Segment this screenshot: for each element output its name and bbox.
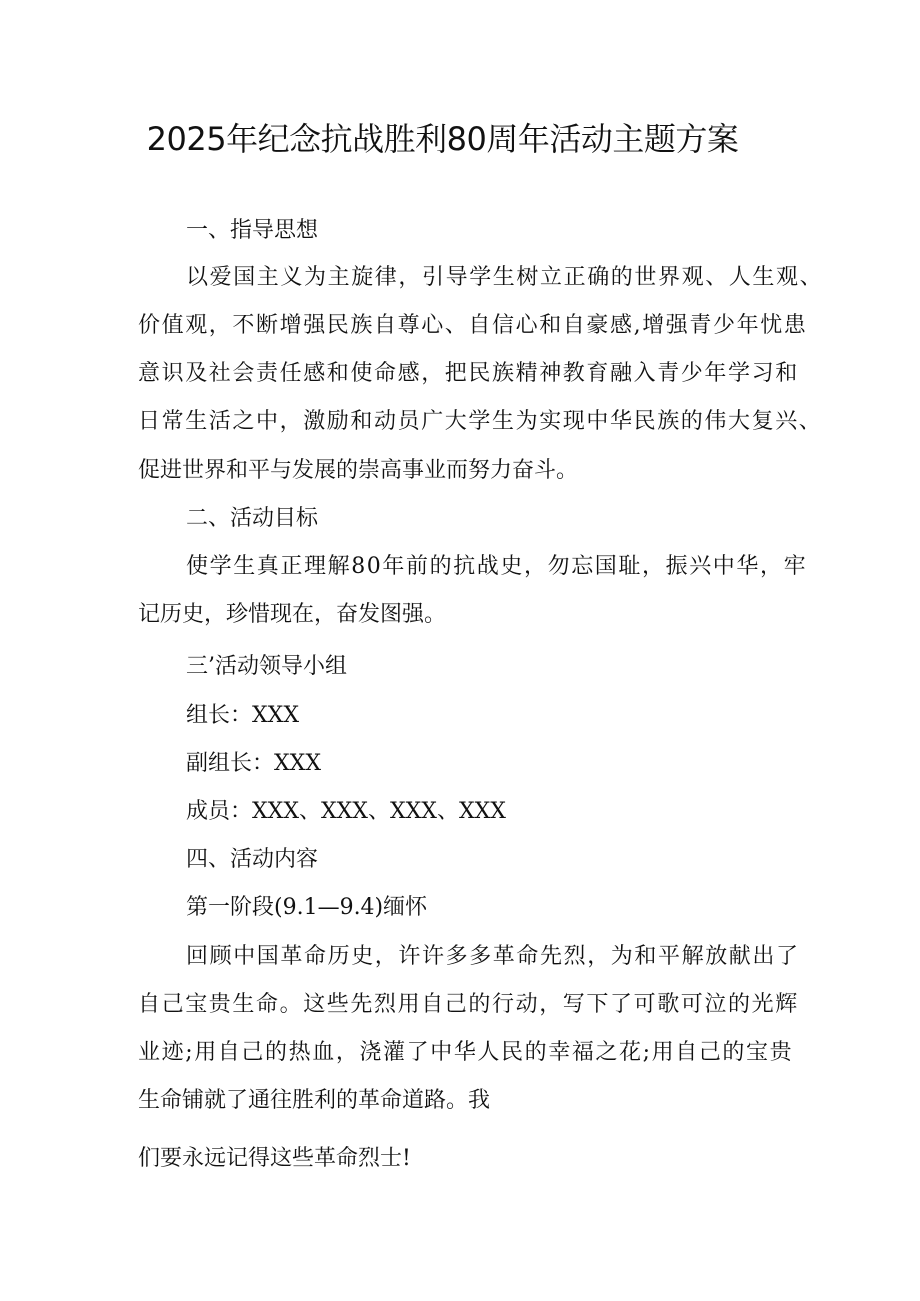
section1-line-2: 价值观，不断增强民族自尊心、自信心和自豪感,增强青少年忧患 bbox=[138, 313, 808, 338]
section4-stage1: 第一阶段(9.1—9.4)缅怀 bbox=[186, 895, 428, 920]
section4-line-1: 回顾中国革命历史，许许多多革命先烈，为和平解放献出了 bbox=[186, 944, 800, 969]
section1-line-4: 日常生活之中，激励和动员广大学生为实现中华民族的伟大复兴、 bbox=[138, 409, 823, 434]
section4-line-2: 自己宝贵生命。这些先烈用自己的行动，写下了可歌可泣的光辉 bbox=[138, 992, 799, 1017]
section3-leader: 组长：XXX bbox=[186, 703, 299, 728]
section1-line-5: 促进世界和平与发展的崇高事业而努力奋斗。 bbox=[138, 458, 579, 483]
section4-heading: 四、活动内容 bbox=[186, 847, 319, 872]
section2-line-1: 使学生真正理解80年前的抗战史，勿忘国耻，振兴中华，牢 bbox=[186, 554, 808, 579]
section4-line-5: 们要永远记得这些革命烈士! bbox=[138, 1146, 411, 1171]
section3-deputy: 副组长：XXX bbox=[186, 751, 321, 776]
section4-line-3: 业迹;用自己的热血，浇灌了中华人民的幸福之花;用自己的宝贵 bbox=[138, 1040, 794, 1065]
section2-line-2: 记历史，珍惜现在，奋发图强。 bbox=[138, 602, 447, 627]
section4-line-4: 生命铺就了通往胜利的革命道路。我 bbox=[138, 1088, 491, 1113]
document-title: 2025年纪念抗战胜利80周年活动主题方案 bbox=[146, 120, 739, 158]
section1-line-3: 意识及社会责任感和使命感，把民族精神教育融入青少年学习和 bbox=[138, 361, 799, 386]
section1-line-1: 以爱国主义为主旋律，引导学生树立正确的世界观、人生观、 bbox=[186, 265, 824, 290]
section3-heading: 三’活动领导小组 bbox=[186, 654, 347, 679]
section1-heading: 一、指导思想 bbox=[186, 218, 319, 243]
section3-members: 成员：XXX、XXX、XXX、XXX bbox=[186, 799, 506, 824]
section2-heading: 二、活动目标 bbox=[186, 506, 319, 531]
